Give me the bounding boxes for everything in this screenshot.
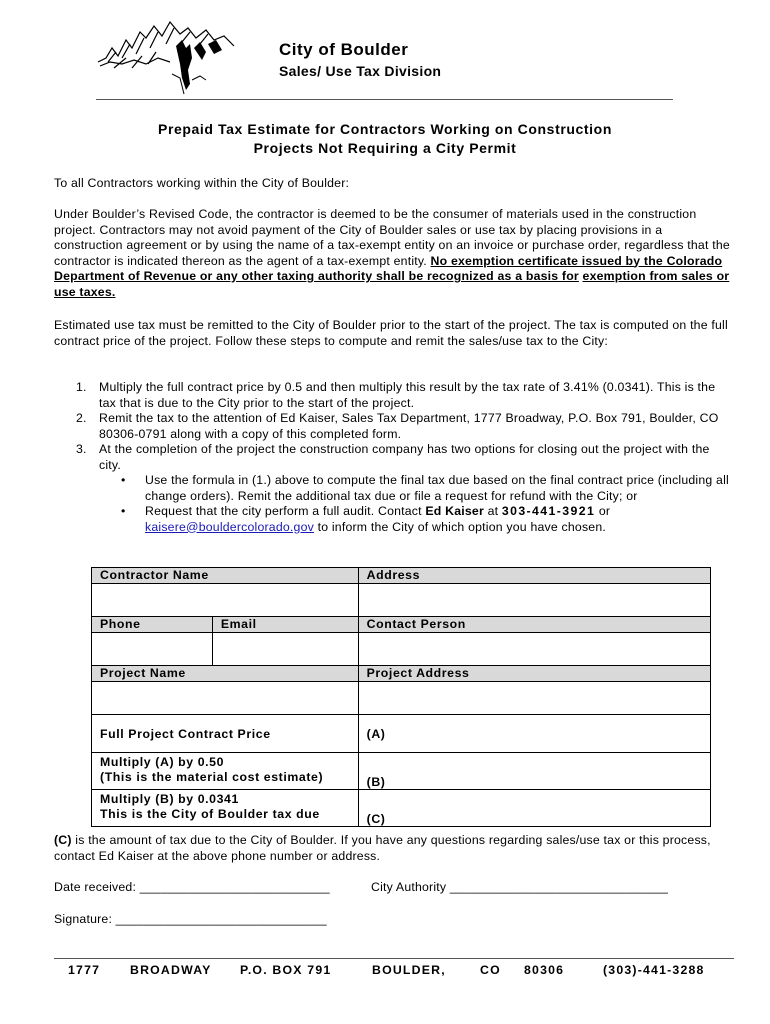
phone-label: Phone bbox=[92, 617, 213, 633]
project-name-field[interactable] bbox=[92, 682, 359, 715]
address-field[interactable] bbox=[358, 584, 710, 617]
multiply-b-line-1: Multiply (B) by 0.0341 bbox=[100, 792, 239, 806]
value-a-field[interactable]: (A) bbox=[358, 715, 710, 753]
city-authority-field[interactable]: City Authority _______________________________ bbox=[371, 880, 669, 894]
multiply-a-label bbox=[92, 753, 359, 790]
contact-person-label: Contact Person bbox=[358, 617, 710, 633]
step-item bbox=[54, 411, 734, 442]
step-number: 2. bbox=[76, 411, 87, 425]
division-name: Sales/ Use Tax Division bbox=[279, 63, 442, 79]
bullet-text: Request that the city perform a full audit. Contact bbox=[145, 504, 422, 518]
address-label: Address bbox=[358, 568, 710, 584]
bullet-text: Use the formula in (1.) above to compute the final tax due based on the final contract price (including all change orders). Remit the additional tax due or file a request for refund with the City; or bbox=[145, 473, 729, 503]
step-item bbox=[54, 380, 734, 411]
footer-divider bbox=[54, 958, 734, 959]
contractor-name-label: Contractor Name bbox=[92, 568, 359, 584]
signature-field[interactable]: Signature: ______________________________ bbox=[54, 912, 327, 926]
multiply-b-label bbox=[92, 790, 359, 827]
title-line-1: Prepaid Tax Estimate for Contractors Working on Construction bbox=[158, 121, 612, 137]
code-paragraph bbox=[54, 207, 734, 300]
bullet-text: or bbox=[598, 504, 611, 518]
project-address-label: Project Address bbox=[358, 666, 710, 682]
step-text: Remit the tax to the attention of Ed Kaiser, Sales Tax Department, 1777 Broadway, P.O. Box 791, Boulder, CO 80306-0791 along with a copy of this completed form. bbox=[99, 411, 719, 441]
step-item bbox=[54, 442, 734, 473]
footer-po-box: P.O. BOX 791 bbox=[240, 963, 332, 977]
tax-due-paragraph bbox=[54, 833, 734, 864]
email-field[interactable] bbox=[212, 633, 358, 666]
bullet-text: at bbox=[487, 504, 499, 518]
footer-city: BOULDER, bbox=[372, 963, 446, 977]
intro-paragraph: To all Contractors working within the City of Boulder: bbox=[54, 176, 350, 190]
project-name-label: Project Name bbox=[92, 666, 359, 682]
value-b-field[interactable]: (B) bbox=[358, 753, 710, 790]
step-text: At the completion of the project the construction company has two options for closing out the project with the city. bbox=[99, 442, 710, 472]
email-label: Email bbox=[212, 617, 358, 633]
city-logo-mountains-icon bbox=[96, 18, 236, 96]
tax-due-text: is the amount of tax due to the City of Boulder. If you have any questions regarding sales/use tax or this process, contact Ed Kaiser at the above phone number or address. bbox=[54, 833, 711, 863]
contact-email-link[interactable]: kaisere@bouldercolorado.gov bbox=[145, 519, 314, 534]
phone-field[interactable] bbox=[92, 633, 213, 666]
bullet-item bbox=[54, 504, 734, 535]
contact-person-field[interactable] bbox=[358, 633, 710, 666]
multiply-a-line-2: (This is the material cost estimate) bbox=[100, 770, 324, 784]
step-number: 3. bbox=[76, 442, 87, 456]
c-reference: (C) bbox=[54, 833, 72, 847]
footer-zip: 80306 bbox=[524, 963, 565, 977]
project-address-field[interactable] bbox=[358, 682, 710, 715]
document-title bbox=[60, 120, 710, 158]
bullet-icon: • bbox=[121, 504, 126, 518]
title-line-2: Projects Not Requiring a City Permit bbox=[253, 140, 517, 156]
footer-state: CO bbox=[480, 963, 501, 977]
city-name: City of Boulder bbox=[279, 40, 409, 59]
bullet-item bbox=[54, 473, 734, 504]
bullet-text: to inform the City of which option you have chosen. bbox=[317, 519, 606, 534]
value-c-field[interactable]: (C) bbox=[358, 790, 710, 827]
contact-name: Ed Kaiser bbox=[425, 504, 484, 518]
exemption-notice-end: exemption from sales or use taxes. bbox=[54, 269, 730, 299]
code-paragraph-text: Under Boulder’s Revised Code, the contractor is deemed to be the consumer of materials used in the construction project. Contractors may not avoid payment of the City of Boulder sales or use tax by placing provisions in a construction agreement or by using the name of a tax-exempt entity on an invoice or purchase order, regardless that the contractor is indicated thereon as the agent of a tax-exempt entity. bbox=[54, 207, 730, 268]
step-number: 1. bbox=[76, 380, 87, 394]
step-text: Multiply the full contract price by 0.5 and then multiply this result by the tax rate of 3.41% (0.0341). This is the tax that is due to the City prior to the start of the project. bbox=[99, 380, 716, 410]
footer-street-number: 1777 bbox=[68, 963, 101, 977]
contractor-form-table bbox=[91, 567, 711, 827]
contact-phone: 303-441-3921 bbox=[501, 504, 596, 518]
multiply-b-line-2: This is the City of Boulder tax due bbox=[100, 807, 320, 821]
header-divider bbox=[96, 99, 673, 100]
contractor-name-field[interactable] bbox=[92, 584, 359, 617]
bullet-icon: • bbox=[121, 473, 126, 487]
footer-phone: (303)-441-3288 bbox=[603, 963, 705, 977]
no-exemption-notice: No exemption certificate issued by the Colorado Department of Revenue or any other taxing authority shall be recognized as a basis for bbox=[54, 253, 723, 283]
date-received-field[interactable]: Date received: ___________________________ bbox=[54, 880, 330, 894]
full-price-label: Full Project Contract Price bbox=[92, 715, 359, 753]
footer-street: BROADWAY bbox=[130, 963, 212, 977]
steps-list bbox=[54, 380, 734, 535]
multiply-a-line-1: Multiply (A) by 0.50 bbox=[100, 755, 225, 769]
remit-paragraph: Estimated use tax must be remitted to the City of Boulder prior to the start of the project. The tax is computed on the full contract price of the project. Follow these steps to compute and remit the sales/use tax to the City: bbox=[54, 318, 728, 348]
